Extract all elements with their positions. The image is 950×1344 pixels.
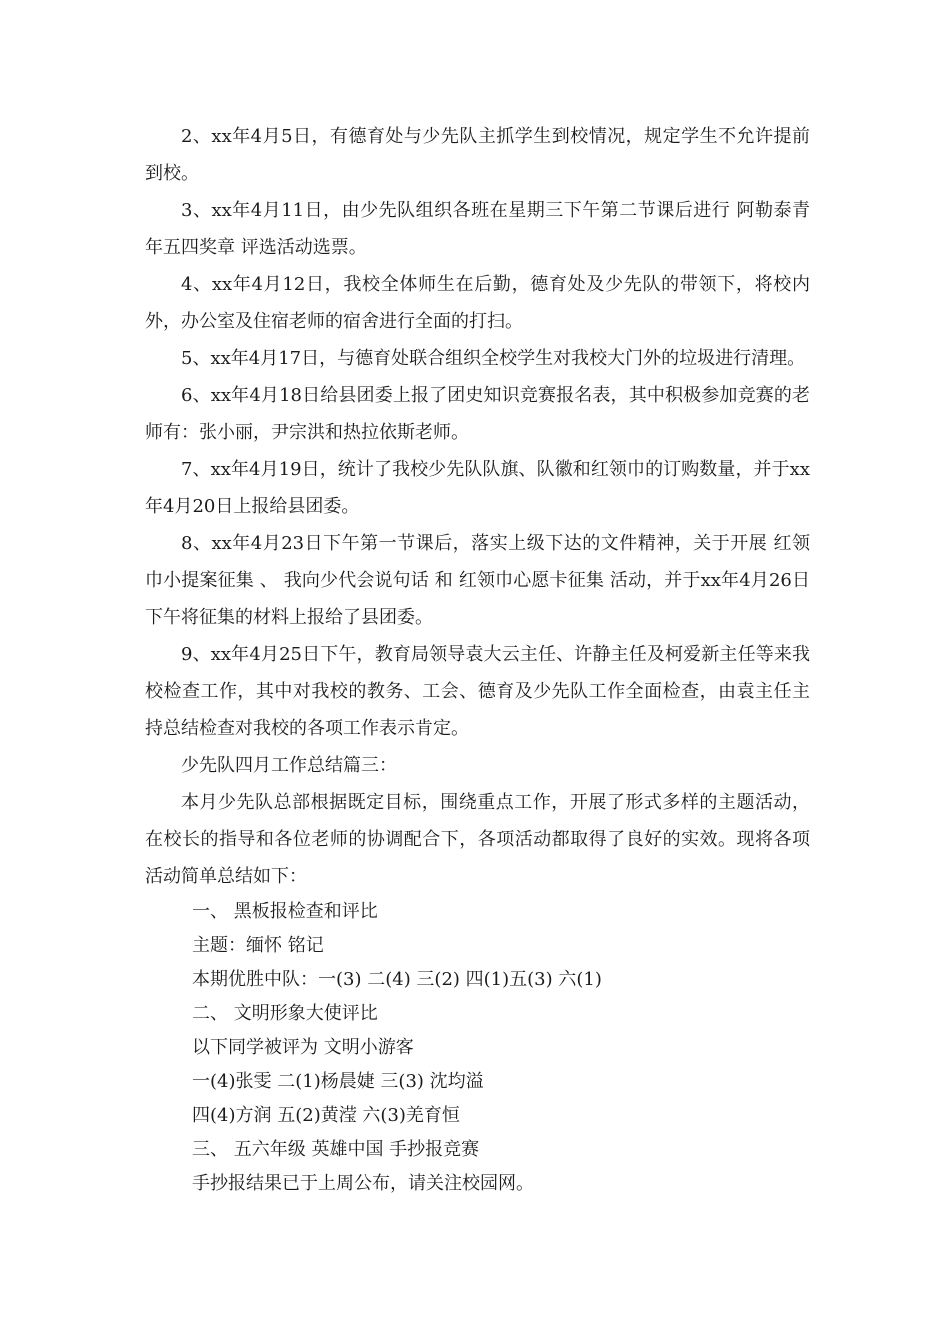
section-heading: 少先队四月工作总结篇三：	[181, 755, 397, 776]
paragraph-item-8: 8、xx年4月23日下午第一节课后，落实上级下达的文件精神，关于开展 红领巾小提案征集 、 我向少代会说句话 和 红领巾心愿卡征集 活动，并于xx年4月26日下午将征集的材料上报给了县团委。	[145, 533, 810, 628]
paragraph-item-6: 6、xx年4月18日给县团委上报了团史知识竞赛报名表，其中积极参加竞赛的老师有：张小丽，尹宗洪和热拉依斯老师。	[145, 385, 810, 443]
list-item-names-2: 四(4)方润 五(2)黄滢 六(3)羌育恒	[192, 1105, 460, 1126]
list-item-names-1: 一(4)张雯 二(1)杨晨婕 三(3) 沈均溢	[192, 1071, 484, 1092]
intro-paragraph: 本月少先队总部根据既定目标，围绕重点工作，开展了形式多样的主题活动，在校长的指导和各位老师的协调配合下，各项活动都取得了良好的实效。现将各项活动简单总结如下：	[145, 792, 810, 887]
paragraph-item-4: 4、xx年4月12日，我校全体师生在后勤，德育处及少先队的带领下，将校内外，办公室及住宿老师的宿舍进行全面的打扫。	[145, 274, 810, 332]
list-item-blackboard: 一、 黑板报检查和评比	[192, 901, 378, 922]
list-item-result: 手抄报结果已于上周公布，请关注校园网。	[192, 1173, 534, 1194]
list-item-awarded: 以下同学被评为 文明小游客	[192, 1037, 414, 1058]
list-item-handcopy: 三、 五六年级 英雄中国 手抄报竞赛	[192, 1139, 480, 1160]
paragraph-item-3: 3、xx年4月11日，由少先队组织各班在星期三下午第二节课后进行 阿勒泰青年五四奖章 评选活动选票。	[145, 200, 810, 258]
list-item-ambassador: 二、 文明形象大使评比	[192, 1003, 378, 1024]
list-item-winners: 本期优胜中队：一(3) 二(4) 三(2) 四(1)五(3) 六(1)	[192, 969, 602, 990]
paragraph-item-9: 9、xx年4月25日下午，教育局领导袁大云主任、许静主任及柯爱新主任等来我校检查工作，其中对我校的教务、工会、德育及少先队工作全面检查，由袁主任主持总结检查对我校的各项工作表示肯定。	[145, 644, 810, 739]
paragraph-item-7: 7、xx年4月19日，统计了我校少先队队旗、队徽和红领巾的订购数量，并于xx年4月20日上报给县团委。	[145, 459, 810, 517]
paragraph-item-5: 5、xx年4月17日，与德育处联合组织全校学生对我校大门外的垃圾进行清理。	[181, 348, 806, 369]
paragraph-item-2: 2、xx年4月5日，有德育处与少先队主抓学生到校情况，规定学生不允许提前到校。	[145, 126, 810, 184]
document-body	[145, 118, 810, 1201]
list-item-theme: 主题：缅怀 铭记	[192, 935, 324, 956]
